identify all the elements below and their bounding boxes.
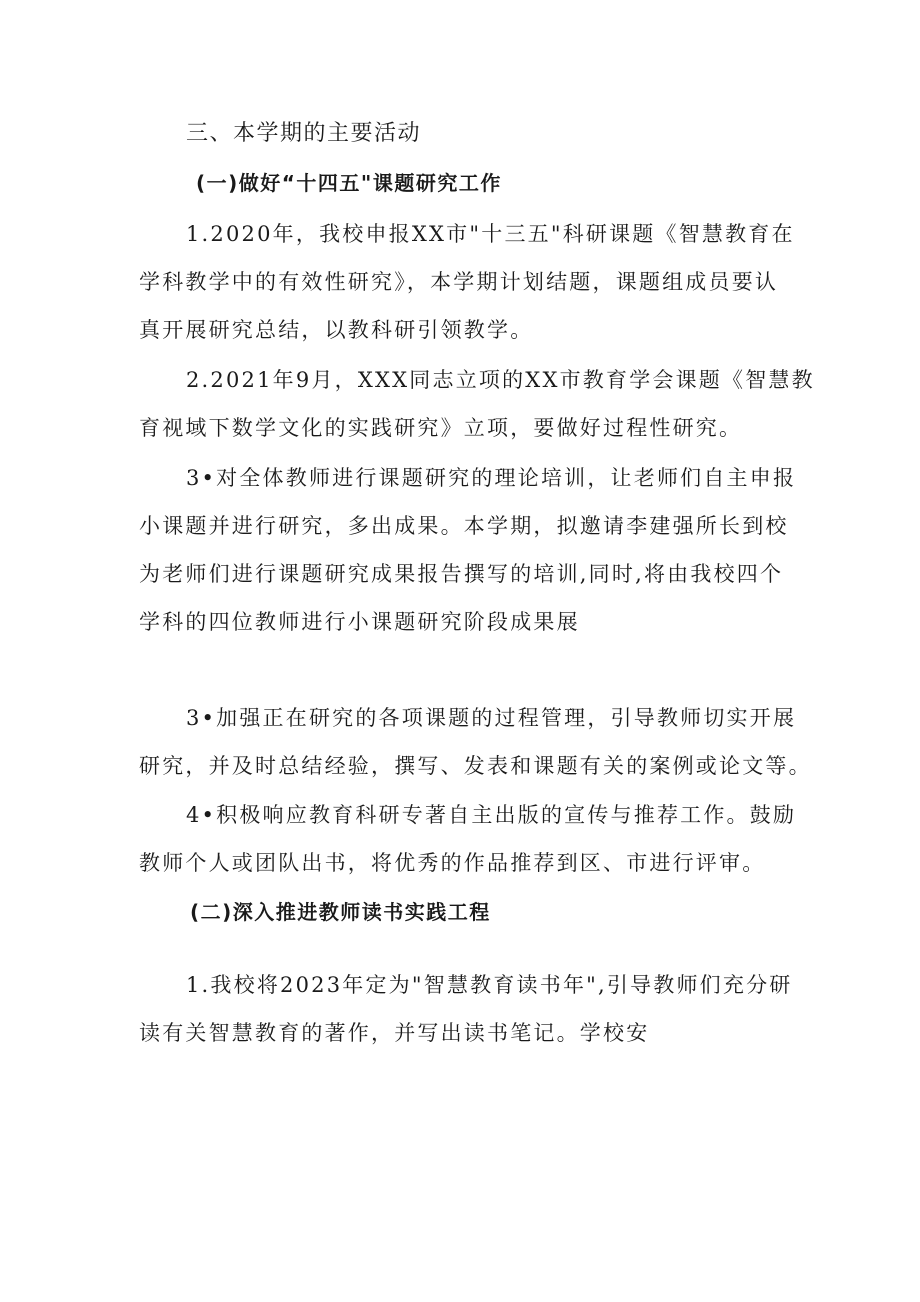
paragraph-line: 3•对全体教师进行课题研究的理论培训，让老师们自主申报 [186, 466, 797, 490]
paragraph-line: 教师个人或团队出书，将优秀的作品推荐到区、市进行评审。 [139, 851, 766, 875]
paragraph-line: 1.2020年，我校申报XX市"十三五"科研课题《智慧教育在 [186, 222, 795, 246]
paragraph-line: 4•积极响应教育科研专著自主出版的宣传与推荐工作。鼓励 [186, 803, 797, 827]
paragraph-line: 研究，并及时总结经验，撰写、发表和课题有关的案例或论文等。 [139, 754, 812, 778]
subsection-title-2: (二)深入推进教师读书实践工程 [190, 900, 491, 924]
paragraph-line: 小课题并进行研究，多出成果。本学期，拟邀请李建强所长到校 [139, 514, 789, 538]
paragraph-line: 2.2021年9月，XXX同志立项的XX市教育学会课题《智慧教 [186, 368, 815, 392]
paragraph-line: 3•加强正在研究的各项课题的过程管理，引导教师切实开展 [186, 706, 797, 730]
paragraph-line: 真开展研究总结，以教科研引领教学。 [139, 318, 534, 342]
paragraph-line: 为老师们进行课题研究成果报告撰写的培训,同时,将由我校四个 [139, 562, 784, 586]
paragraph-line: 育视域下数学文化的实践研究》立项，要做好过程性研究。 [139, 416, 743, 440]
subsection-title-1: (一)做好“十四五"课题研究工作 [196, 171, 502, 195]
paragraph-line: 学科的四位教师进行小课题研究阶段成果展 [139, 610, 580, 634]
paragraph-line: 读有关智慧教育的著作，并写出读书笔记。学校安 [139, 1021, 650, 1045]
paragraph-line: 1.我校将2023年定为"智慧教育读书年",引导教师们充分研 [186, 973, 793, 997]
paragraph-line: 学科教学中的有效性研究》，本学期计划结题，课题组成员要认 [139, 270, 779, 294]
section-heading: 三、本学期的主要活动 [186, 121, 422, 146]
